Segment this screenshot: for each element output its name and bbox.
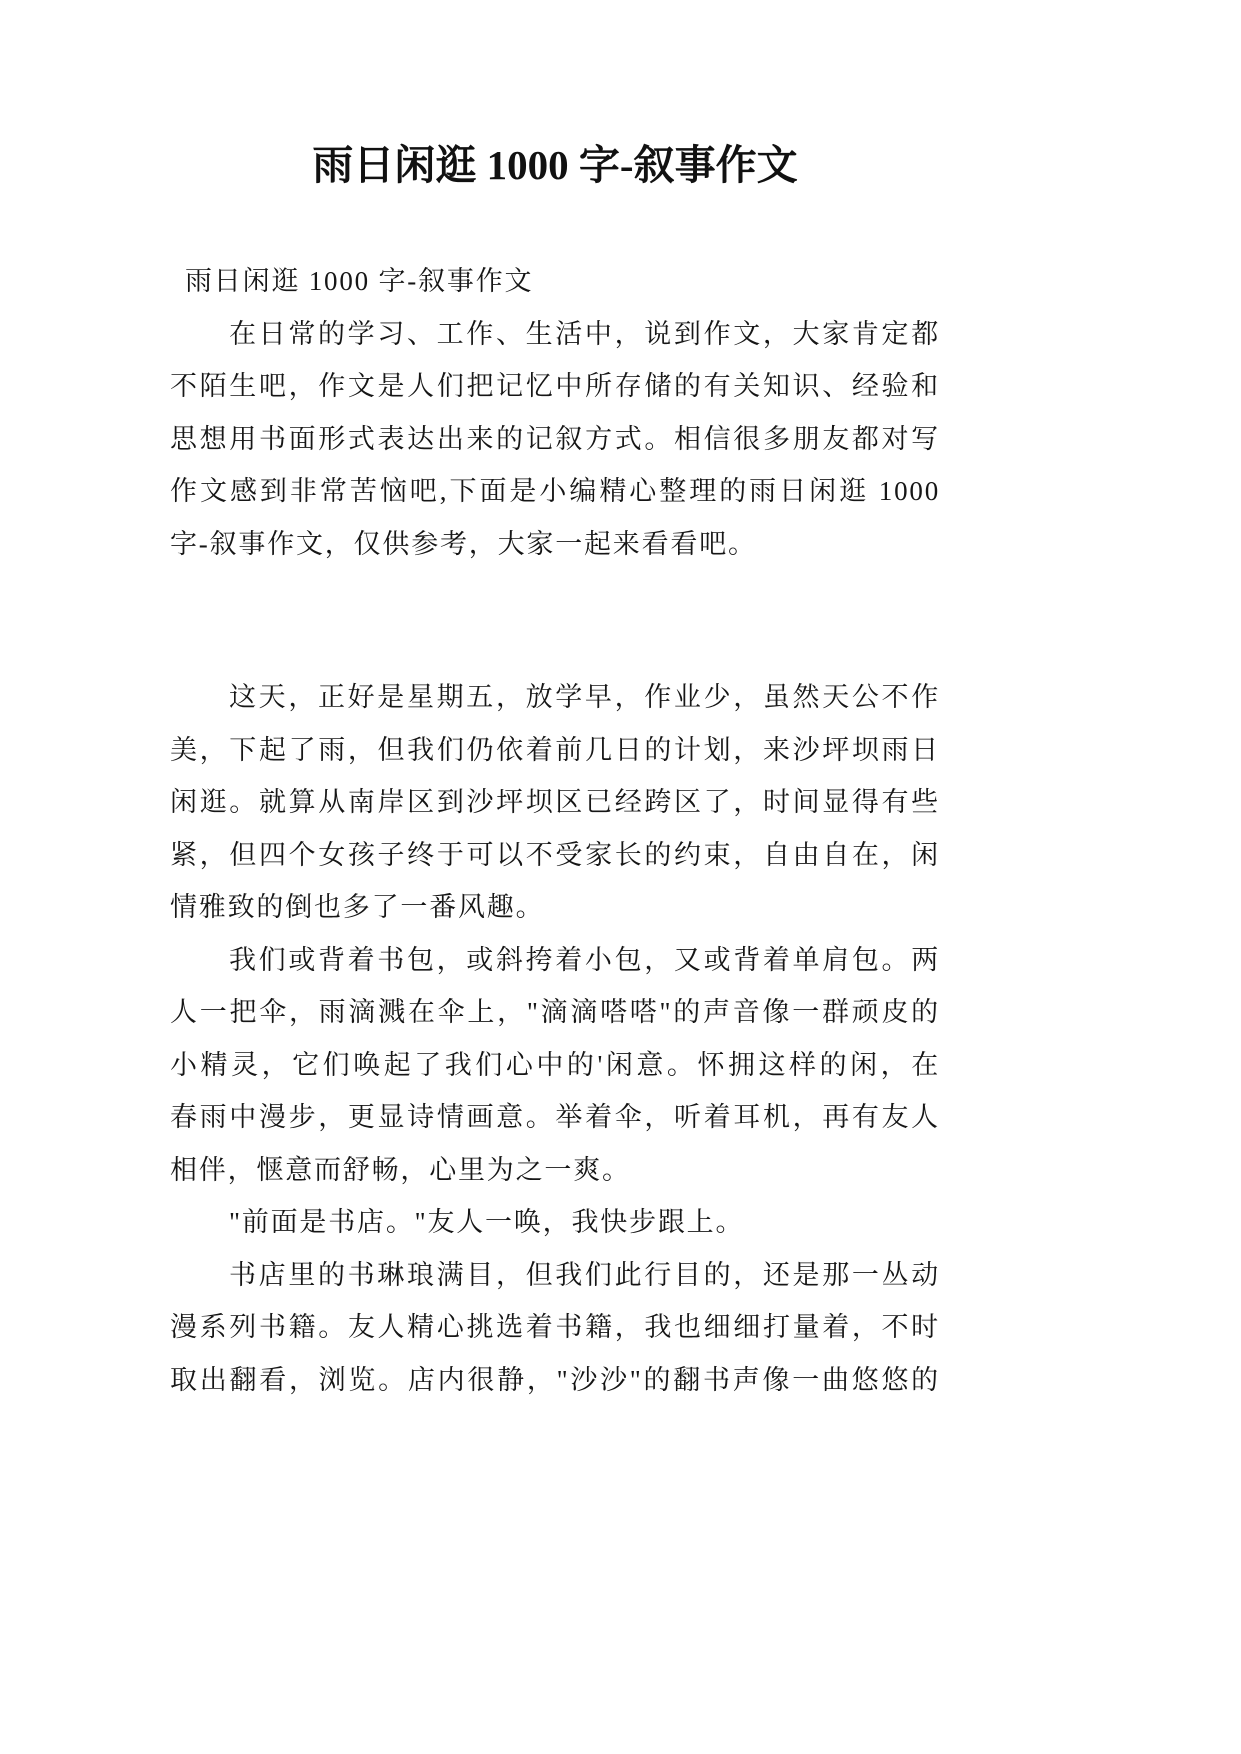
paragraph-line: 书店里的书琳琅满目，但我们此行目的，还是那一丛动 (229, 1259, 940, 1290)
paragraph-line: 作文感到非常苦恼吧,下面是小编精心整理的雨日闲逛 1000 (170, 476, 940, 506)
paragraph (170, 934, 940, 1197)
paragraph-line: 美，下起了雨，但我们仍依着前几日的计划，来沙坪坝雨日 (170, 734, 940, 765)
paragraph-line: 我们或背着书包，或斜挎着小包，又或背着单肩包。两 (229, 944, 940, 975)
paragraph-line: 字-叙事作文，仅供参考，大家一起来看看吧。 (170, 528, 757, 559)
paragraph-line: 情雅致的倒也多了一番风趣。 (170, 892, 545, 922)
paragraph-line: "前面是书店。"友人一唤，我快步跟上。 (229, 1207, 745, 1237)
paragraph-line: 漫系列书籍。友人精心挑选着书籍，我也细细打量着，不时 (170, 1312, 940, 1342)
document-body (170, 255, 940, 1406)
paragraph-line: 相伴，惬意而舒畅，心里为之一爽。 (170, 1154, 631, 1185)
paragraph-line: 春雨中漫步，更显诗情画意。举着伞，听着耳机，再有友人 (170, 1102, 940, 1132)
paragraph-line: 思想用书面形式表达出来的记叙方式。相信很多朋友都对写 (170, 423, 940, 454)
paragraph (170, 1196, 940, 1249)
document-title: 雨日闲逛 1000 字-叙事作文 (312, 142, 798, 188)
paragraph (170, 308, 940, 571)
paragraph-line: 取出翻看，浏览。店内很静，"沙沙"的翻书声像一曲悠悠的 (170, 1364, 940, 1395)
paragraph-line: 在日常的学习、工作、生活中，说到作文，大家肯定都 (229, 318, 940, 349)
paragraph-line: 小精灵，它们唤起了我们心中的'闲意。怀拥这样的闲，在 (170, 1049, 940, 1080)
paragraph-line: 人一把伞，雨滴溅在伞上，"滴滴嗒嗒"的声音像一群顽皮的 (170, 997, 940, 1027)
document-subtitle: 雨日闲逛 1000 字-叙事作文 (185, 266, 534, 296)
paragraph-line: 这天，正好是星期五，放学早，作业少，虽然天公不作 (229, 682, 940, 712)
paragraph-line: 闲逛。就算从南岸区到沙坪坝区已经跨区了，时间显得有些 (170, 787, 940, 817)
paragraph (170, 671, 940, 934)
paragraph-line: 不陌生吧，作文是人们把记忆中所存储的有关知识、经验和 (170, 371, 940, 401)
paragraph (170, 1249, 940, 1407)
paragraph-line: 紧，但四个女孩子终于可以不受家长的约束，自由自在，闲 (170, 839, 940, 870)
